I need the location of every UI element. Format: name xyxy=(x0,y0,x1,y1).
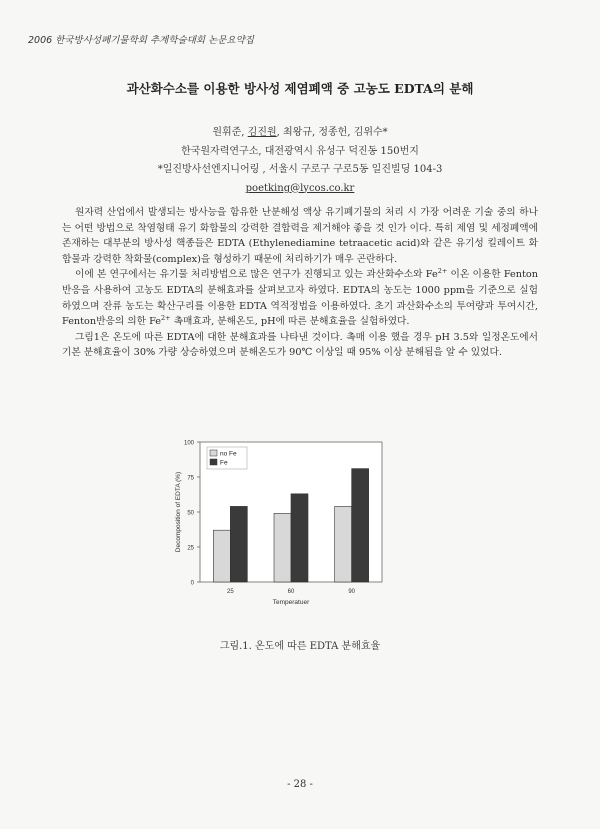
paragraph-introduction: 원자력 산업에서 발생되는 방사능을 함유한 난분해성 액상 유기폐기물의 처리 시 가장 어려운 기술 중의 하나는 어떤 방법으로 착염형태 유기 화합물의 강력한 결합력을 제거해야 좋을 것 인가 이다. 특히 제염 및 세정폐액에 존재하는 대부분의 방사성 핵종들은 EDTA (Ethylenediamine tetraacetic acid)와 같은 유기성 킬레이트 화합물과 강력한 착화물(complex)을 형성하기 때문에 처리하기가 매우 곤란하다. xyxy=(62,207,538,265)
x-axis-label: Temperatuer xyxy=(272,599,310,606)
paragraph-method xyxy=(62,267,538,329)
author-list xyxy=(0,124,600,143)
x-tick-label: 60 xyxy=(287,589,295,595)
method-text-b: 이온 이용한 Fenton 반응을 사용하여 고농도 EDTA의 분해효과를 살펴보고자 하였다. EDTA의 농도는 1000 ppm을 기준으로 실험하였으며 잔류 농도는 확산구리를 이용한 EDTA 역적정법을 이용하였다. 초기 과산화수소의 투여량과 투여시간, Fenton반응의 의한 Fe xyxy=(62,269,538,328)
bar-fe xyxy=(352,469,369,582)
figure-1 xyxy=(160,430,420,610)
bar-fe xyxy=(291,494,308,582)
paper-title: 과산화수소를 이용한 방사성 제염폐액 중 고농도 EDTA의 분해 xyxy=(126,81,474,96)
legend-swatch xyxy=(210,459,217,465)
author-names-pre: 원휘준, xyxy=(212,127,248,138)
y-tick-label: 75 xyxy=(187,475,194,482)
page-number: - 28 - xyxy=(287,779,313,790)
superscript-charge-2: 2+ xyxy=(161,314,171,323)
bar-no-fe xyxy=(274,513,291,582)
figure-caption: 그림.1. 온도에 따른 EDTA 분해효율 xyxy=(219,641,381,652)
legend-label: Fe xyxy=(220,459,228,467)
bar-chart xyxy=(160,430,420,610)
y-tick-label: 25 xyxy=(187,545,194,552)
presenting-author: 김진원 xyxy=(247,127,277,138)
x-tick-label: 90 xyxy=(348,589,356,595)
paragraph-results: 그림1은 온도에 따른 EDTA에 대한 분해효과를 나타낸 것이다. 촉매 이용 했을 경우 pH 3.5와 일정온도에서 기본 분해효율이 30% 가량 상승하였으며 분해온도가 90℃ 이상일 때 95% 이상 분해됨을 알 수 있었다. xyxy=(62,331,538,359)
legend-label: no Fe xyxy=(220,450,237,458)
abstract-body xyxy=(62,205,538,361)
journal-header: 2006 한국방사성폐기물학회 추계학술대회 논문요약집 xyxy=(28,35,254,46)
bar-no-fe xyxy=(213,530,230,582)
bar-fe xyxy=(230,506,247,582)
bar-no-fe xyxy=(335,506,352,582)
legend-swatch xyxy=(210,450,217,456)
y-tick-label: 0 xyxy=(190,580,194,587)
x-tick-label: 25 xyxy=(226,589,234,595)
superscript-charge: 2+ xyxy=(437,267,448,276)
method-text-c: 촉매효과, 분해온도, pH에 따른 분해효율을 실험하였다. xyxy=(170,316,410,328)
author-block xyxy=(0,124,600,198)
author-names-post: , 최왕규, 정종헌, 김위수* xyxy=(276,127,388,138)
y-tick-label: 50 xyxy=(187,510,194,517)
method-text-a: 이에 본 연구에서는 유기물 처리방법으로 많은 연구가 진행되고 있는 과산화수소와 Fe xyxy=(75,269,438,281)
affiliation-primary: 한국원자력연구소, 대전광역시 유성구 덕진동 150번지 xyxy=(181,145,419,157)
y-tick-label: 100 xyxy=(183,440,194,447)
author-email[interactable]: poetking@lycos.co.kr xyxy=(245,182,355,194)
y-axis-label: Decomposition of EDTA (%) xyxy=(175,471,182,553)
affiliation-secondary: *일진방사선엔지니어링 , 서울시 구로구 구로5동 일진빌딩 104-3 xyxy=(157,164,443,175)
